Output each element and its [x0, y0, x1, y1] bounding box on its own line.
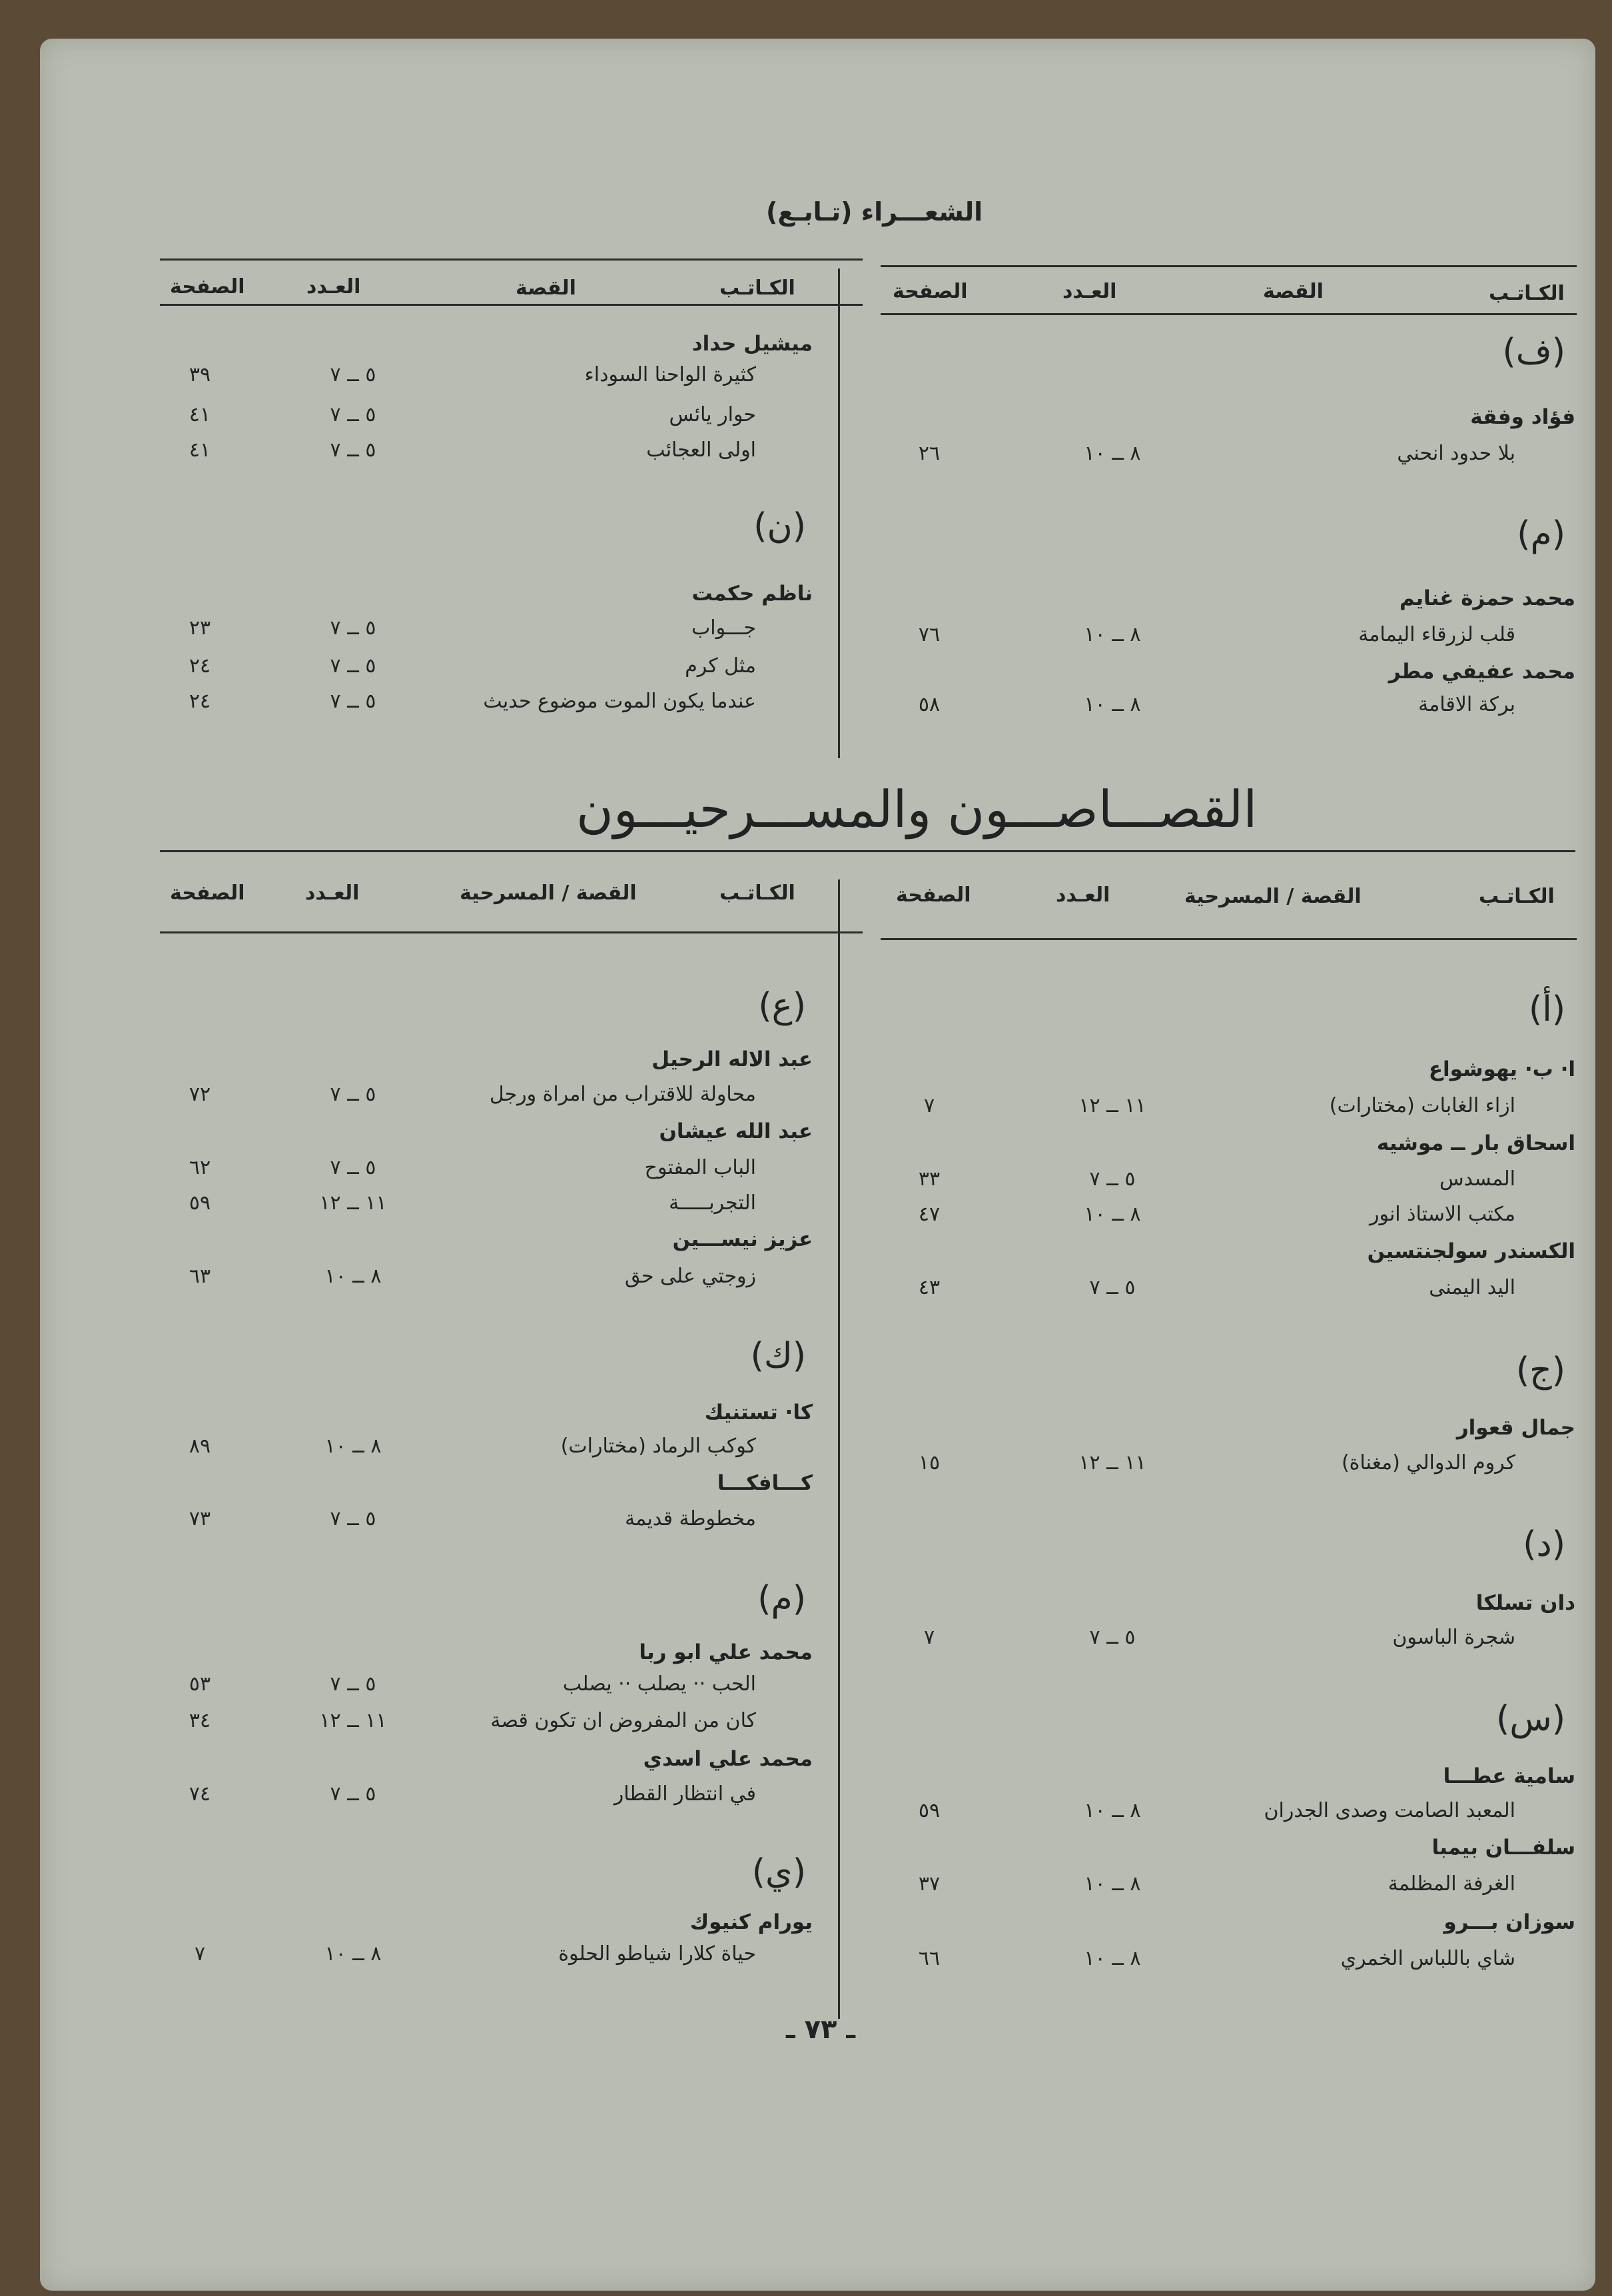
stories-left-work-title: زوجتي على حق: [624, 1265, 756, 1288]
stories-left-header-underline: [160, 931, 863, 933]
stories-right-issue-number: ٨ ــ ١٠: [1084, 1947, 1141, 1970]
stories-right-issue-number: ٨ ــ ١٠: [1084, 1799, 1141, 1822]
stories-right-page-number: ٤٣: [918, 1276, 941, 1299]
poets-right-letter-heading: (ف): [1502, 332, 1565, 372]
poets-left-author-name: ميشيل حداد: [691, 332, 813, 356]
poets-left-page-number: ٢٤: [189, 690, 211, 713]
stories-left-page-number: ٥٣: [189, 1672, 211, 1696]
stories-right-author-name: سامية عطـــا: [1443, 1764, 1575, 1788]
stories-left-header-story: القصة / المسرحية: [460, 881, 637, 905]
stories-left-issue-number: ٥ ــ ٧: [330, 1156, 376, 1179]
poets-left-issue-number: ٥ ــ ٧: [330, 363, 376, 386]
poets-right-work-title: قلب لزرقاء اليمامة: [1358, 623, 1515, 646]
stories-left-header-page: الصفحة: [170, 881, 245, 905]
poets-left-work-title: اولى العجائب: [646, 438, 756, 462]
stories-left-page-number: ٧٢: [189, 1083, 211, 1106]
poets-left-issue-number: ٥ ــ ٧: [330, 616, 376, 640]
stories-left-work-title: كوكب الرماد (مختارات): [560, 1435, 756, 1458]
stories-right-author-name: جمال قعوار: [1456, 1416, 1575, 1440]
stories-right-issue-number: ٨ ــ ١٠: [1084, 1872, 1141, 1896]
poets-left-header-writer: الكـاتـب: [719, 277, 795, 300]
stories-right-page-number: ٤٧: [918, 1203, 941, 1226]
poets-left-header-issue: العـدد: [306, 275, 361, 298]
stories-left-author-name: كا· تستنيك: [704, 1401, 813, 1425]
stories-right-letter-heading: (أ): [1528, 989, 1565, 1029]
stories-left-header-writer: الكـاتـب: [719, 881, 795, 905]
stories-right-page-number: ٧: [923, 1094, 935, 1117]
stories-left-header-issue: العـدد: [305, 881, 360, 905]
stories-left-issue-number: ١١ ــ ١٢: [319, 1709, 387, 1732]
stories-left-work-title: مخطوطة قديمة: [625, 1507, 756, 1530]
stories-right-header-underline: [881, 938, 1577, 940]
stories-left-issue-number: ٨ ــ ١٠: [324, 1435, 382, 1458]
poets-left-page-number: ٢٤: [189, 654, 211, 678]
stories-left-work-title: محاولة للاقتراب من امراة ورجل: [489, 1083, 756, 1106]
stories-left-page-number: ٦٢: [189, 1156, 211, 1179]
stories-right-page-number: ٦٦: [918, 1947, 941, 1970]
stories-right-work-title: كروم الدوالي (مغناة): [1341, 1451, 1515, 1474]
stories-top-rule: [160, 850, 1575, 852]
stories-right-work-title: شجرة الباسون: [1392, 1626, 1515, 1649]
stories-left-issue-number: ٥ ــ ٧: [330, 1083, 376, 1106]
stories-left-issue-number: ٨ ــ ١٠: [324, 1942, 382, 1966]
poets-right-header-issue: العـدد: [1062, 280, 1117, 303]
poets-left-issue-number: ٥ ــ ٧: [330, 654, 376, 678]
stories-left-page-number: ٧٣: [189, 1507, 211, 1530]
stories-left-work-title: حياة كلارا شياطو الحلوة: [558, 1942, 756, 1966]
stories-right-issue-number: ٥ ــ ٧: [1089, 1167, 1136, 1191]
stories-left-issue-number: ٥ ــ ٧: [330, 1782, 376, 1806]
stories-left-page-number: ٨٩: [189, 1435, 211, 1458]
poets-right-page-number: ٧٦: [918, 623, 941, 646]
stories-right-work-title: ازاء الغابات (مختارات): [1329, 1094, 1515, 1117]
poets-right-issue-number: ٨ ــ ١٠: [1084, 623, 1141, 646]
stories-right-issue-number: ٨ ــ ١٠: [1084, 1203, 1141, 1226]
poets-right-issue-number: ٨ ــ ١٠: [1084, 693, 1141, 716]
stories-right-header-story: القصة / المسرحية: [1184, 885, 1362, 908]
stories-right-letter-heading: (ج): [1515, 1351, 1565, 1391]
stories-right-work-title: المسدس: [1439, 1167, 1515, 1191]
stories-left-page-number: ٧٤: [189, 1782, 211, 1806]
poets-column-divider: [838, 269, 840, 758]
poets-right-author-name: فؤاد وفقة: [1470, 405, 1575, 429]
stories-right-author-name: اسحاق بار ــ موشيه: [1376, 1131, 1575, 1155]
stories-left-issue-number: ٨ ــ ١٠: [324, 1265, 382, 1288]
stories-left-work-title: الحب ·· يصلب ·· يصلب: [562, 1672, 756, 1696]
poets-right-work-title: بلا حدود انحني: [1397, 442, 1515, 465]
stories-left-author-name: يورام كنيوك: [689, 1910, 813, 1934]
storytellers-section-title: القصـــاصـــون والمســـرحيـــون: [576, 780, 1258, 839]
page-sheet: [40, 39, 1595, 2291]
poets-right-work-title: بركة الاقامة: [1418, 693, 1515, 716]
stories-right-issue-number: ٥ ــ ٧: [1089, 1626, 1136, 1649]
poets-right-page-number: ٢٦: [918, 442, 941, 465]
stories-left-page-number: ٥٩: [189, 1191, 211, 1215]
stories-right-letter-heading: (د): [1523, 1524, 1565, 1564]
stories-left-author-name: كـــافكـــا: [717, 1471, 813, 1495]
stories-left-author-name: محمد علي ابو ربا: [639, 1640, 813, 1664]
stories-right-author-name: سوزان بـــرو: [1443, 1910, 1575, 1934]
poets-right-header-underline: [881, 313, 1577, 315]
poets-left-letter-heading: (ن): [753, 506, 806, 546]
poets-left-header-story: القصة: [516, 277, 576, 300]
poets-right-header-page: الصفحة: [893, 280, 968, 303]
stories-left-issue-number: ٥ ــ ٧: [330, 1672, 376, 1696]
poets-right-header-writer: الكـاتـب: [1489, 282, 1565, 305]
poets-left-issue-number: ٥ ــ ٧: [330, 403, 376, 426]
stories-right-work-title: مكتب الاستاذ انور: [1369, 1203, 1515, 1226]
stories-left-letter-heading: (م): [757, 1579, 806, 1619]
poets-section-title: الشعـــراء (تـابـع): [766, 197, 983, 227]
stories-right-page-number: ١٥: [918, 1451, 941, 1474]
stories-left-page-number: ٣٤: [189, 1709, 211, 1732]
stories-left-author-name: محمد علي اسدي: [643, 1747, 813, 1771]
stories-left-author-name: عزيز نيســـين: [672, 1227, 813, 1251]
stories-right-author-name: الكسندر سولجنتسين: [1367, 1239, 1575, 1263]
stories-right-work-title: الغرفة المظلمة: [1388, 1872, 1515, 1896]
stories-left-work-title: التجربـــــة: [669, 1191, 756, 1215]
poets-right-header-rule: [881, 265, 1577, 267]
stories-left-page-number: ٦٣: [189, 1265, 211, 1288]
stories-right-issue-number: ٥ ــ ٧: [1089, 1276, 1136, 1299]
stories-right-page-number: ٣٣: [918, 1167, 941, 1191]
stories-right-issue-number: ١١ ــ ١٢: [1078, 1094, 1146, 1117]
poets-left-header-page: الصفحة: [170, 275, 245, 298]
stories-left-work-title: كان من المفروض ان تكون قصة: [490, 1709, 756, 1732]
poets-left-page-number: ٢٣: [189, 616, 211, 640]
stories-left-letter-heading: (ك): [750, 1336, 806, 1376]
poets-left-work-title: عندما يكون الموت موضوع حديث: [483, 690, 756, 713]
stories-left-issue-number: ١١ ــ ١٢: [319, 1191, 387, 1215]
poets-left-work-title: مثل كرم: [685, 654, 756, 678]
stories-left-author-name: عبد الله عيشان: [659, 1119, 813, 1143]
stories-right-issue-number: ١١ ــ ١٢: [1078, 1451, 1146, 1474]
poets-left-issue-number: ٥ ــ ٧: [330, 438, 376, 462]
stories-left-page-number: ٧: [194, 1942, 206, 1966]
poets-right-letter-heading: (م): [1517, 514, 1565, 554]
stories-right-work-title: المعبد الصامت وصدى الجدران: [1264, 1799, 1515, 1822]
stories-right-letter-heading: (س): [1495, 1699, 1565, 1739]
stories-right-page-number: ٣٧: [918, 1872, 941, 1896]
poets-left-work-title: حوار يائس: [669, 403, 756, 426]
stories-right-header-writer: الكـاتـب: [1479, 885, 1555, 908]
poets-right-author-name: محمد حمزة غنايم: [1400, 586, 1575, 610]
poets-left-work-title: كثيرة الواحنا السوداء: [584, 363, 756, 386]
stories-left-letter-heading: (ع): [758, 986, 806, 1026]
stories-right-author-name: دان تسلكا: [1475, 1591, 1575, 1615]
stories-right-page-number: ٥٩: [918, 1799, 941, 1822]
poets-right-header-story: القصة: [1263, 280, 1324, 303]
stories-right-work-title: شاي باللباس الخمري: [1340, 1947, 1515, 1970]
stories-right-author-name: ا· ب· يهوشواع: [1428, 1057, 1575, 1081]
stories-left-letter-heading: (ي): [751, 1852, 806, 1892]
poets-right-page-number: ٥٨: [918, 693, 941, 716]
poets-left-header-rule: [160, 259, 863, 261]
poets-left-issue-number: ٥ ــ ٧: [330, 690, 376, 713]
stories-right-work-title: اليد اليمنى: [1429, 1276, 1515, 1299]
stories-right-page-number: ٧: [923, 1626, 935, 1649]
stories-left-author-name: عبد الاله الرحيل: [651, 1047, 813, 1071]
poets-left-page-number: ٤١: [189, 403, 211, 426]
stories-column-divider: [838, 879, 840, 2019]
poets-left-author-name: ناظم حكمت: [691, 582, 813, 606]
poets-left-page-number: ٤١: [189, 438, 211, 462]
poets-left-page-number: ٣٩: [189, 363, 211, 386]
stories-right-author-name: سلفـــان بيمبا: [1431, 1836, 1575, 1860]
poets-right-issue-number: ٨ ــ ١٠: [1084, 442, 1141, 465]
page-number: ـ ٧٣ ـ: [786, 2014, 856, 2045]
poets-left-header-underline: [160, 304, 863, 306]
poets-right-author-name: محمد عفيفي مطر: [1388, 660, 1575, 684]
stories-right-header-issue: العـدد: [1056, 883, 1110, 907]
poets-left-work-title: جـــواب: [691, 616, 756, 640]
stories-left-work-title: الباب المفتوح: [644, 1156, 756, 1179]
stories-left-work-title: في انتظار القطار: [613, 1782, 756, 1806]
stories-right-header-page: الصفحة: [896, 883, 971, 907]
stories-left-issue-number: ٥ ــ ٧: [330, 1507, 376, 1530]
